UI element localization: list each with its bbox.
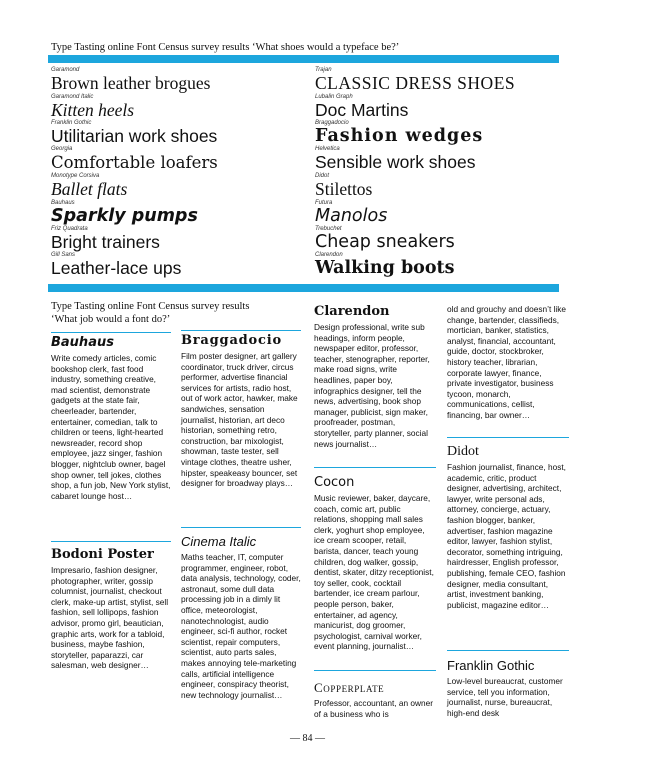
job-title: Cocon (314, 475, 355, 490)
shoe-entry (51, 120, 217, 146)
job-franklin-gothic (447, 658, 567, 718)
shoe-entry (315, 146, 476, 172)
shoe-entry (51, 252, 181, 278)
shoe-entry (315, 226, 455, 252)
shoe-phrase: Comfortable loafers (51, 153, 218, 172)
shoe-entry (315, 94, 408, 120)
font-name: Clarendon (315, 252, 343, 258)
shoe-phrase: Utilitarian work shoes (51, 126, 218, 146)
job-description: Impresario, fashion designer, photographer, writer, gossip columnist, journalist, checkout clerk, make-up artist, stylist, sell fashion, sell lollipops, fashion advisor, promo girl, beautician, graphic arts, work for a tabloid, business, maybe fashion, storyteller, paparazzi, car salesman, web designer… (51, 565, 169, 671)
shoe-entry (51, 94, 134, 120)
shoe-phrase: Doc Martins (315, 100, 409, 120)
font-name: Trebuchet (315, 226, 342, 232)
shoe-entry (51, 67, 210, 93)
shoe-phrase: Sensible work shoes (315, 152, 476, 172)
shoe-entry (51, 200, 198, 226)
job-copperplate-continued (447, 304, 567, 421)
shoe-phrase: Fashion wedges (315, 126, 484, 146)
font-name: Trajan (315, 67, 332, 73)
job-description: Maths teacher, IT, computer programmer, engineer, robot, data analysis, technology, coder, astronaut, some dull data processing job in a dimly lit office, meteorologist, nanotechnologist, audio engineer, sci-fi author, rocket scientist, repair computers, scientist, auto parts sales, makes annoying tele-marketing calls, artificial intelligence engineer, conspiracy theorist, new technology journalist… (181, 552, 301, 700)
shoe-phrase: Brown leather brogues (51, 73, 211, 93)
job-title: Franklin Gothic (447, 658, 535, 673)
job-description: Design professional, write sub headings, inform people, newspaper editor, professor, teacher, stenographer, reporter, make road signs, write headlines, paper boy, infographics designer, tell the news, advertising, book shop manager, publicist, sign maker, proofreader, postman, storyteller, party planner, social news journalist… (314, 322, 430, 449)
shoe-phrase: Kitten heels (51, 100, 135, 120)
shoe-entry (315, 67, 515, 93)
column-rule (181, 330, 301, 331)
column-rule (181, 527, 301, 528)
job-title: Clarendon (314, 304, 390, 319)
job-didot (447, 444, 567, 610)
job-description: Music reviewer, baker, daycare, coach, comic art, public relations, shopping mall sales clerk, yoghurt shop employee, ice cream scooper, retail, barista, dancer, teach young children, dog walker, gossip, dentist, skater, ditzy receptionist, toy seller, cook, cocktail bartender, ice cream parlour, people person, baker, entertainer, ad agency, manicurist, dog groomer, psychologist, carnival worker, event planning, journalist… (314, 493, 434, 652)
column-rule (447, 437, 569, 438)
shoe-phrase: Bright trainers (51, 232, 160, 252)
shoe-entry (315, 173, 372, 199)
shoe-entry (51, 146, 218, 172)
shoe-phrase: Ballet flats (51, 179, 128, 199)
job-title: Bauhaus (51, 335, 114, 350)
shoes-top-bar (48, 55, 559, 63)
font-name: Didot (315, 173, 330, 179)
shoe-entry (315, 120, 483, 146)
shoe-entry (51, 173, 127, 199)
font-name: Friz Quadrata (51, 226, 88, 232)
column-rule (314, 467, 436, 468)
job-title: Cinema Italic (181, 534, 257, 549)
column-rule (51, 541, 171, 542)
shoe-phrase: Stilettos (315, 179, 373, 199)
shoe-phrase: Walking boots (315, 258, 455, 278)
font-name: Braggadocio (315, 120, 349, 126)
column-rule (51, 332, 171, 333)
job-bauhaus (51, 335, 171, 501)
font-name: Franklin Gothic (51, 120, 92, 126)
font-name: Georgia (51, 146, 73, 152)
shoe-phrase: CLASSIC DRESS SHOES (315, 73, 516, 93)
job-cinema-italic (181, 534, 301, 700)
job-cocon (314, 475, 434, 652)
font-name: Bauhaus (51, 200, 75, 206)
jobs-caption (51, 300, 291, 326)
font-name: Futura (315, 200, 333, 206)
shoes-bottom-bar (48, 284, 559, 292)
job-clarendon (314, 304, 434, 449)
job-braggadocio (181, 333, 301, 489)
shoes-caption: Type Tasting online Font Census survey results ‘What shoes would a typeface be?’ (51, 42, 400, 53)
shoe-entry (51, 226, 160, 252)
column-rule (447, 650, 569, 651)
shoe-phrase: Cheap sneakers (315, 232, 455, 252)
shoe-entry (315, 200, 387, 226)
font-name: Gill Sans (51, 252, 76, 258)
font-name: Garamond (51, 67, 80, 73)
shoe-phrase: Leather-lace ups (51, 258, 182, 278)
job-title: Copperplate (314, 680, 385, 695)
job-title: Braggadocio (181, 333, 282, 348)
column-rule (314, 670, 436, 671)
font-name: Helvetica (315, 146, 340, 152)
font-name: Monotype Corsiva (51, 173, 100, 179)
shoe-phrase: Sparkly pumps (51, 206, 198, 226)
page-number: — 84 — (290, 733, 325, 744)
job-title: Didot (447, 444, 479, 459)
jobs-caption-line1: Type Tasting online Font Census survey results (51, 301, 250, 312)
job-description: Write comedy articles, comic bookshop clerk, fast food industry, something creative, mad scientist, demonstrate gadgets at the state fair, cheerleader, bartender, entertainer, comedian, talk to children or teens, light-hearted newsreader, record shop employee, jazz singer, fashion blogger, nightclub owner, bagel shop owner, tell jokes, clothes shop, a fun job, New York stylist, cabaret lounge host… (51, 353, 171, 501)
jobs-caption-line2: ‘What job would a font do?’ (51, 314, 171, 325)
job-description: Fashion journalist, finance, host, academic, critic, product designer, advertising, architect, lawyer, write personal ads, attorney, concierge, actuary, fashion blogger, banker, advertiser, fashion magazine editor, lawyer, fashion stylist, decorator, something intriguing, hairdresser, English professor, publishing, female CEO, fashion designer, media consultant, artist, investment banking, publicist, magazine editor… (447, 462, 566, 610)
shoe-entry (315, 252, 454, 278)
job-description: Film poster designer, art gallery coordinator, truck driver, circus performer, advertise financial services for artists, radio host, out of work actor, hawker, make sandwiches, sensation journalist, historian, art deco historian, something retro, construction, bar mixologist, showman, taste tester, sell vintage clothes, theatre usher, hipster, speakeasy bouncer, set designer for broadway plays… (181, 351, 298, 489)
job-description: Professor, accountant, an owner of a business who is (314, 698, 433, 719)
job-copperplate (314, 680, 434, 719)
font-name: Garamond Italic (51, 94, 94, 100)
font-name: Lubalin Graph (315, 94, 353, 100)
job-title: Bodoni Poster (51, 547, 154, 562)
job-bodoni-poster (51, 547, 171, 671)
shoe-phrase: Manolos (315, 206, 388, 226)
job-description: old and grouchy and doesn’t like change, bartender, classifieds, mortician, banker, statistics, analyst, financial, accountant, guide, doctor, stockbroker, history teacher, librarian, corporate lawyer, finance, private investigator, business tycoon, monarch, communications, cellist, financing, bar owner… (447, 304, 567, 420)
job-description: Low-level bureaucrat, customer service, tell you information, journalist, nurse, bureaucrat, high-end desk (447, 676, 563, 718)
